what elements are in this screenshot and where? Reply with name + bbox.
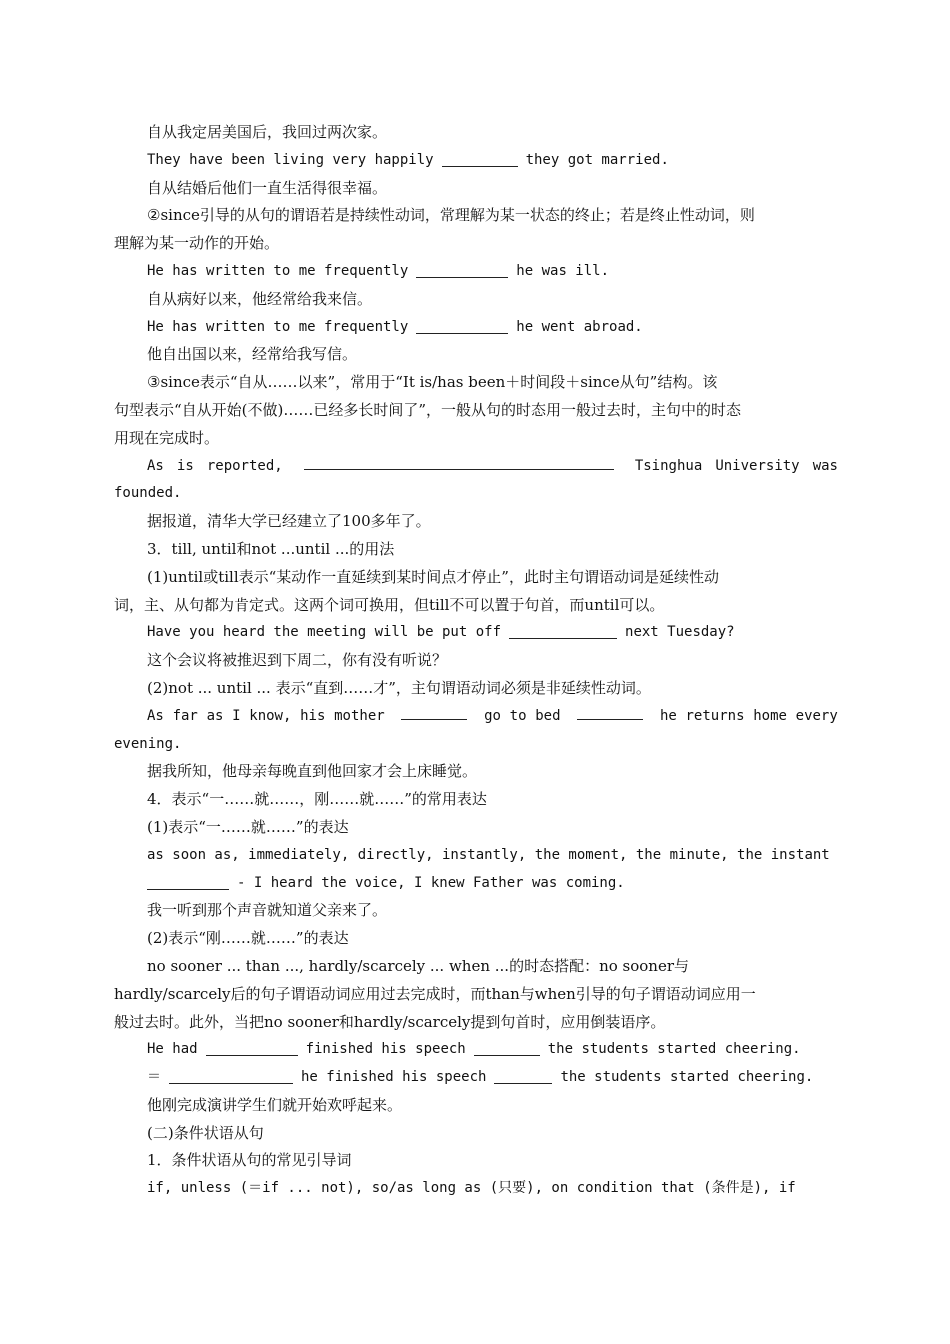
text-line: hardly/scarcely后的句子谓语动词应用过去完成时，而than与when引导的句子谓语动词应用一 xyxy=(114,984,756,1003)
answer-blank[interactable] xyxy=(442,150,518,167)
text-line: as soon as, immediately, directly, instantly, the moment, the minute, the instant xyxy=(147,846,830,863)
text-line: 词，主、从句都为肯定式。这两个词可换用，但till不可以置于句首，而until可以。 xyxy=(114,595,665,614)
text-line: (1)表示“一……就……”的表达 xyxy=(147,817,349,836)
section-heading: 3．till, until和not ...until ...的用法 xyxy=(147,539,395,558)
text-line: (2)表示“刚……就……”的表达 xyxy=(147,929,349,948)
answer-blank[interactable] xyxy=(169,1067,293,1084)
example-sentence: - I heard the voice, I knew Father was coming. xyxy=(114,870,838,898)
example-sentence: ＝ he finished his speech the students started cheering. xyxy=(147,1069,814,1086)
answer-blank[interactable] xyxy=(206,1039,298,1056)
text-line: 据报道，清华大学已经建立了100多年了。 xyxy=(147,512,431,531)
text-line: (1)until或till表示“某动作一直延续到某时间点才停止”，此时主句谓语动词是延续性动 xyxy=(147,567,719,586)
text-line: evening. xyxy=(114,735,182,752)
section-heading: 4．表示“一……就……，刚……就……”的常用表达 xyxy=(147,790,487,809)
text-line: 自从结婚后他们一直生活得很幸福。 xyxy=(147,178,388,197)
answer-blank[interactable] xyxy=(147,873,229,890)
text-line: 般过去时。此外，当把no sooner和hardly/scarcely提到句首时，应用倒装语序。 xyxy=(114,1012,666,1031)
text-line: 他刚完成演讲学生们就开始欢呼起来。 xyxy=(147,1095,403,1114)
text-line: 他自出国以来，经常给我写信。 xyxy=(147,345,358,364)
example-sentence: As is reported, Tsinghua University was xyxy=(114,453,838,481)
answer-blank[interactable] xyxy=(494,1067,552,1084)
text-line: 自从我定居美国后，我回过两次家。 xyxy=(147,123,388,141)
text-line: ②since引导的从句的谓语若是持续性动词，常理解为某一状态的终止；若是终止性动词，则 xyxy=(147,206,755,225)
text-line: 据我所知，他母亲每晚直到他回家才会上床睡觉。 xyxy=(147,762,478,781)
answer-blank[interactable] xyxy=(304,453,614,470)
answer-blank[interactable] xyxy=(577,703,643,720)
text-line: ③since表示“自从……以来”，常用于“It is/has been＋时间段＋since从句”结构。该 xyxy=(147,373,718,392)
answer-blank[interactable] xyxy=(474,1039,540,1056)
section-heading: (二)条件状语从句 xyxy=(147,1123,264,1142)
answer-blank[interactable] xyxy=(401,703,467,720)
example-sentence: He has written to me frequently he went abroad. xyxy=(147,318,643,335)
section-heading: 1．条件状语从句的常见引导词 xyxy=(147,1151,352,1170)
text-line: 我一听到那个声音就知道父亲来了。 xyxy=(147,901,388,920)
text-line: founded. xyxy=(114,485,182,502)
text-line: 自从病好以来，他经常给我来信。 xyxy=(147,289,373,308)
text-line: if, unless (＝if ... not), so/as long as (只要), on condition that (条件是), if xyxy=(147,1180,796,1197)
text-line: (2)not ... until ... 表示“直到……才”，主句谓语动词必须是非延续性动词。 xyxy=(147,678,651,697)
text-line: 这个会议将被推迟到下周二，你有没有听说？ xyxy=(147,651,448,670)
text-line: no sooner ... than ..., hardly/scarcely ... when ...的时态搭配：no sooner与 xyxy=(147,956,690,975)
example-sentence: He has written to me frequently he was ill. xyxy=(147,262,610,279)
answer-blank[interactable] xyxy=(416,261,508,278)
answer-blank[interactable] xyxy=(509,622,617,639)
example-sentence: He had finished his speech the students started cheering. xyxy=(147,1041,801,1058)
answer-blank[interactable] xyxy=(416,317,508,334)
example-sentence: As far as I know, his mother go to bed he returns home every xyxy=(114,703,838,731)
text-line: 句型表示“自从开始(不做)……已经多长时间了”，一般从句的时态用一般过去时，主句中的时态 xyxy=(114,400,742,419)
text-line: 用现在完成时。 xyxy=(114,428,220,447)
example-sentence: They have been living very happily they got married. xyxy=(147,151,669,168)
text-line: 理解为某一动作的开始。 xyxy=(114,234,280,253)
example-sentence: Have you heard the meeting will be put off next Tuesday? xyxy=(147,624,735,641)
